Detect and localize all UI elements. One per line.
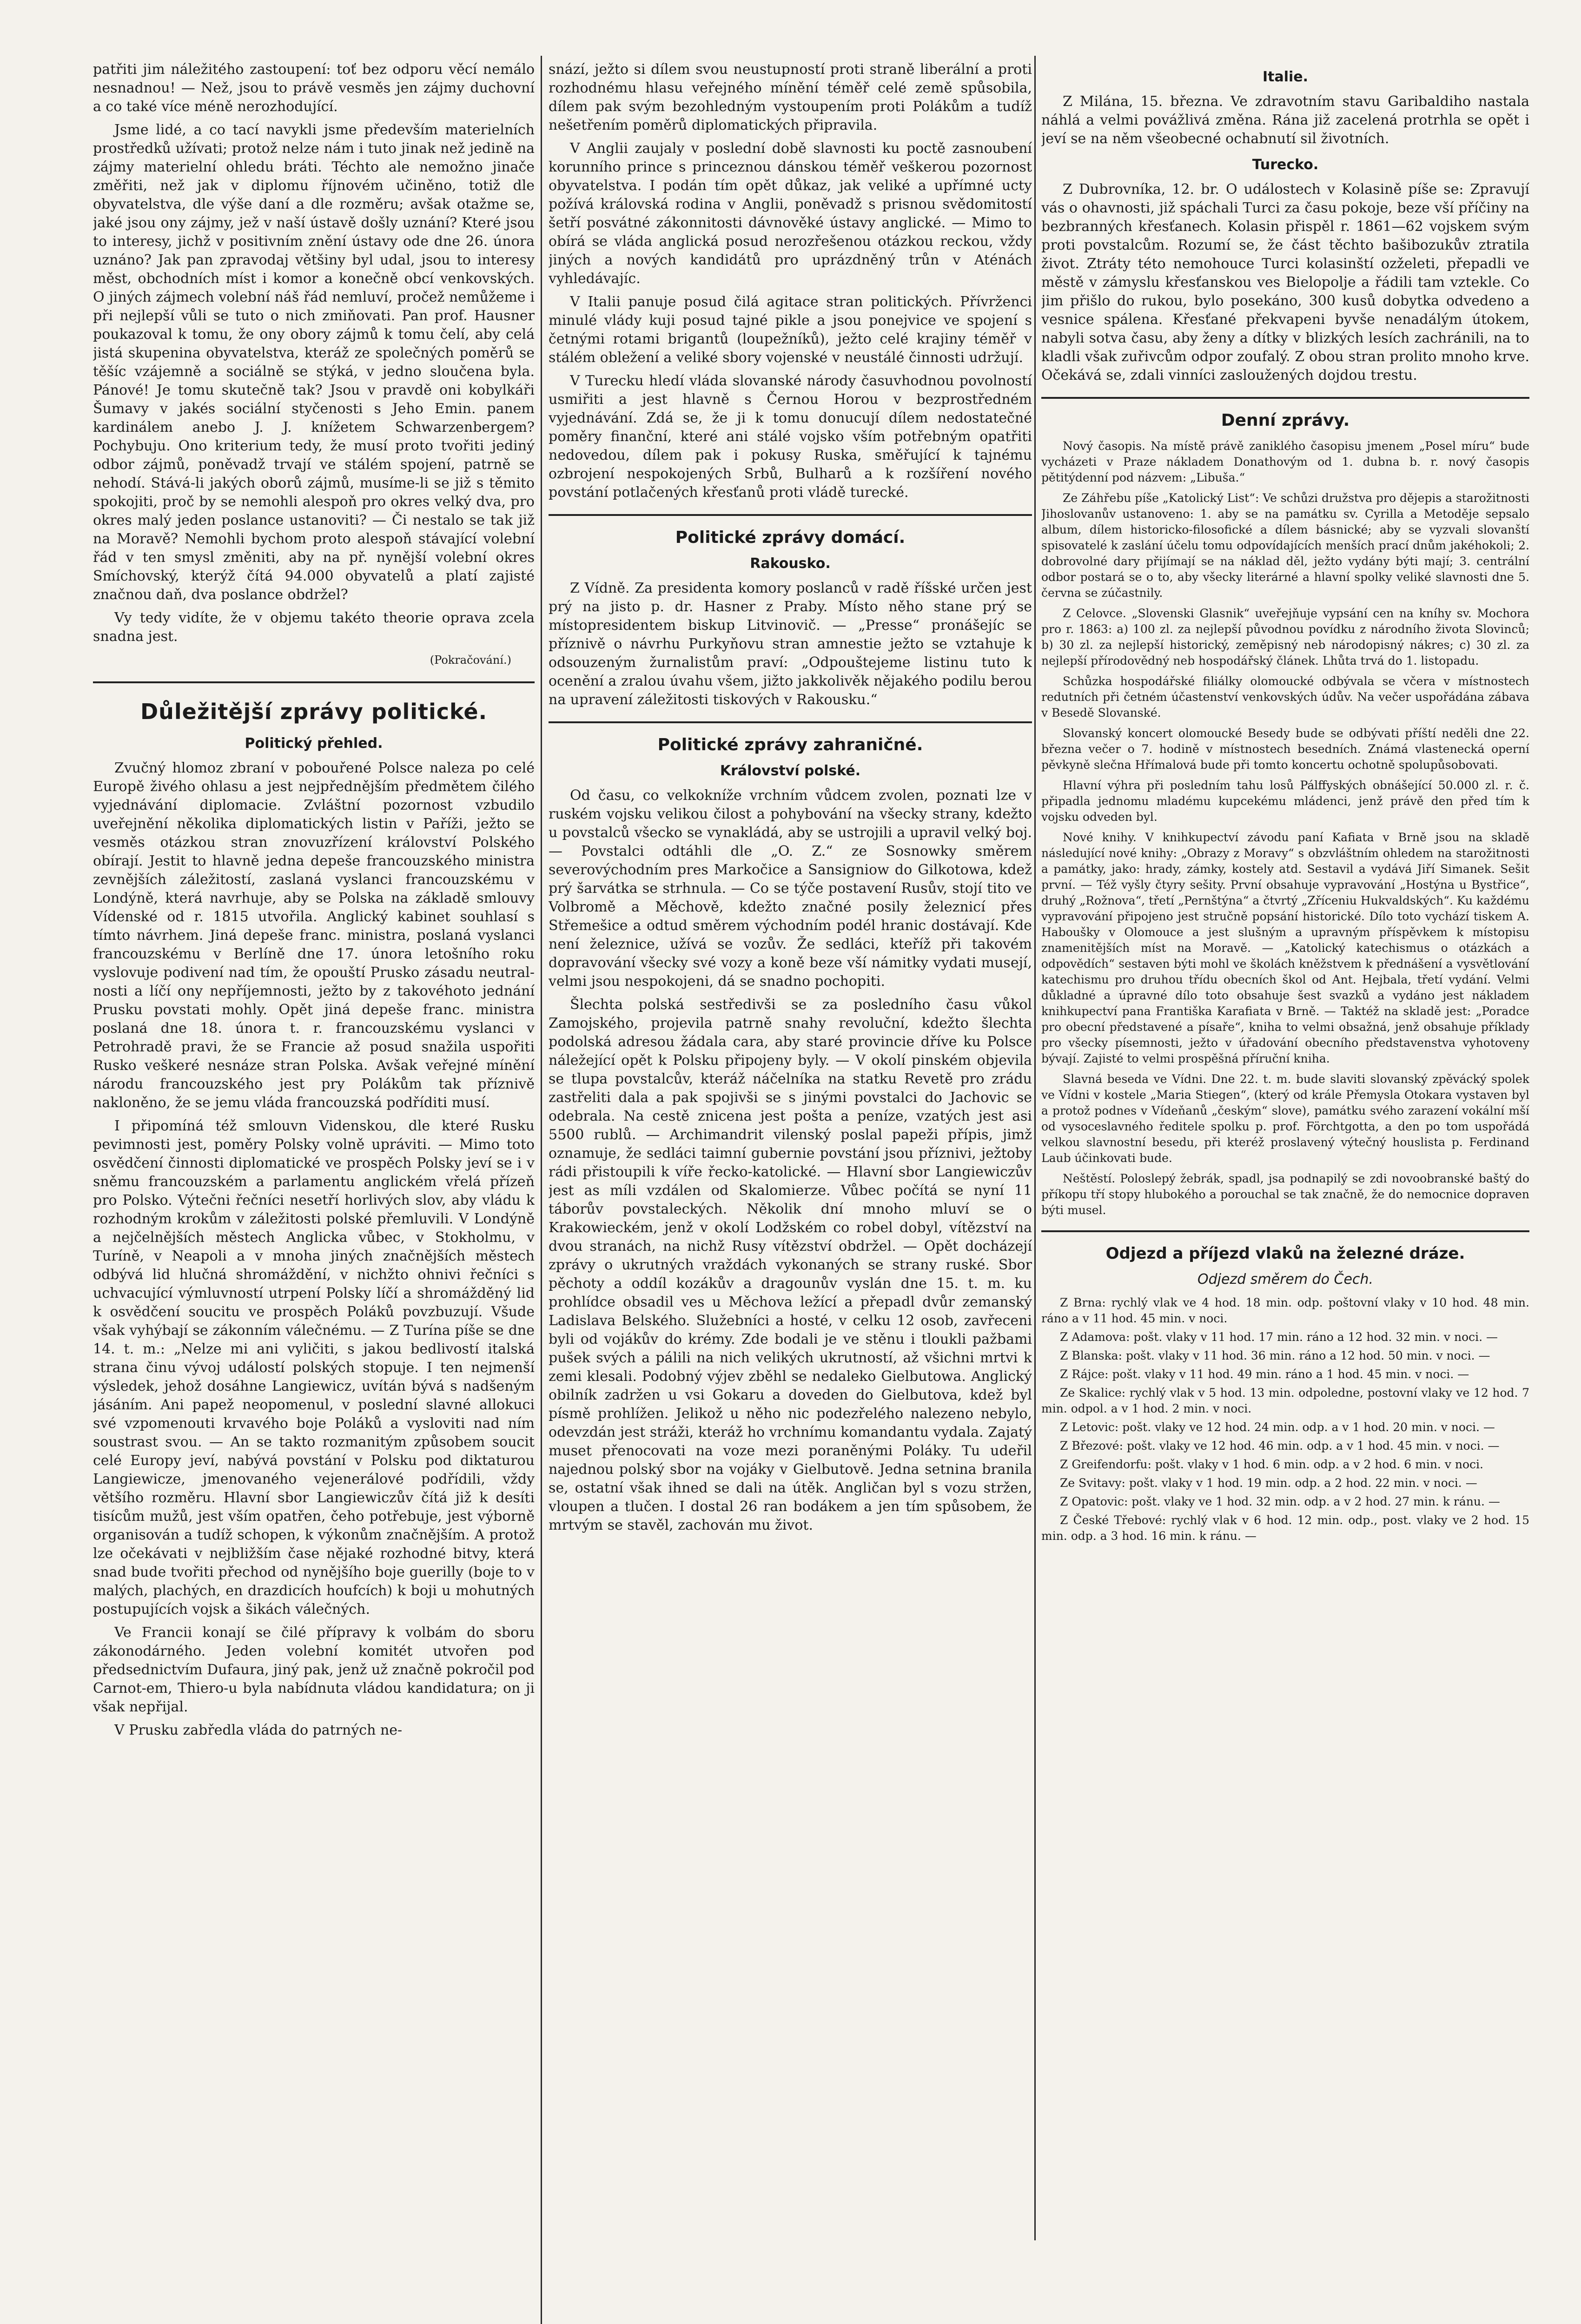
daily-news-item: Slavná beseda ve Vídni. Dne 22. t. m. bude slaviti slovanský zpěvácký spolek ve Vídni v kostele „Maria Stiegen“, (který od krále Přemysla Otokara vystaven byl a protož podnes v Vídeňanů „českým“ slove), památku svého zarazení vokální mší od vysoceslavného ředitele spolku p. prof. Förchtgotta, a den po tom uspořádá velkou slavnostní besedu, při kteréž proslavený výtečný houslista p. Ferdinand Laub účinkovati bude. bbox=[1041, 1072, 1529, 1165]
section-divider bbox=[1041, 1230, 1529, 1232]
train-line: Z Adamova: pošt. vlaky v 11 hod. 17 min. ráno a 12 hod. 32 min. v noci. — bbox=[1060, 1330, 1498, 1344]
section-title: Důležitější zprávy politické. bbox=[140, 699, 488, 724]
column-2 bbox=[549, 60, 1032, 2324]
train-line: Z České Třebové: rychlý vlak v 6 hod. 12 min. odp., post. vlaky ve 2 hod. 15 min. odp. a 3 hod. 16 min. k ránu. — bbox=[1041, 1513, 1529, 1543]
train-line: Ze Skalice: rychlý vlak v 5 hod. 13 min. odpoledne, postovní vlaky ve 12 hod. 7 min. odpol. a v 1 hod. 2 min. v noci. bbox=[1041, 1386, 1529, 1415]
daily-news-item: Nové knihy. V knihkupectví závodu paní Kafiata v Brně jsou na skladě následující nové knihy: „Obrazy z Moravy“ s obzvláštním ohledem na starožitnosti a památky, jako: hrady, zámky, kostely atd. Sestavil a vydává Jiří Simanek. Sešit první. — Též vyšly čtyry sešity. První obsahuje vypravování „Hostýna u Bystřice“, druhý „Rožnova“, třetí „Pernštýna“ a čtvrtý „Zříceniu Hukvaldských“. Ku každému vypravování připojeno jest stručně popsání historické. Dílo toto vychází tiskem A. Haboušky v Olomouce a jest slušným a upravným příspěvkem k místopisu znamenitějších míst na Moravě. — „Katolický katechismus o otázkách a odpovědích“ sestaven býti mohl ve školách kněžstvem k přednášení a vysvětlování katechismu pro druhou třídu obecních škol od Ant. Hejbala, třetí vydání. Velmi důkladné a úpravné dílo toto obsahuje šest svazků a vydáno jest nákladem knihkupectví pana Františka Karafiata v Brně. — Taktéž na skladě jest: „Poradce pro obecní představené a písaře“, kniha to velmi obsažná, jenž obsahuje příklady pro všecky písemnosti, ježto v úřadování obecního představenstva vyhotoveny bývají. Zajisté to velmi prospěšná příruční kniha. bbox=[1041, 831, 1529, 1065]
daily-news-title: Denní zprávy. bbox=[1221, 411, 1350, 430]
foreign-news-title: Politické zprávy zahraničné. bbox=[657, 735, 923, 754]
column-1 bbox=[93, 60, 535, 2324]
body-paragraph: I připomíná též smlouvn Videnskou, dle které Rusku pevimnosti jest, poměry Polsky volně upráviti. — Mimo toto osvědčení činnosti diplomatické ve prospěch Polsky jeví se i v sněmu francouzském a parlamentu anglickém vřelá přízeň pro Polsko. Výtečni řečníci nesetří horlivých slov, aby vládu k rozhodným krokům v záležitosti polské přemluvili. V Londýně a nejčelnějších městech Anglicka vůbec, v Stokholmu, v Turíně, v Neapoli a v mnoha jiných značnějších městech odbývá lid hlučná shromáždění, v nichžto ohnivi řečníci s uchvacující výmluvností utrpení Polsky líčí a shromážděný lid k osvědčení soucitu ve prospěch Poláků povzbuzují. Všude však vyhýbají se zákonním válečnému. — Z Turína píše se dne 14. t. m.: „Nelze mi ani vyličiti, s jakou bedlivostí italská strana činu vývoj událostí polských stopuje. I ten nejmenší výsledek, jehož dosáhne Langiewicz, uvítán bývá s nadšeným jásáním. Ani papež neopomenul, v poslední slavné allokuci své vzpomenouti krvavého boje Poláků a vysloviti nad ním soustrast svou. — An se takto rozmanitým způsobem soucit celé Europy jeví, nabývá povstání v Polsku pod diktaturou Langiewicze, jmenovaného vejenerálové podřídili, vždy většího rozměru. Hlavní sbor Langiewiczův čítá již k desíti tisícům mužů, jest vším opatřen, čeho potřebuje, jest výborně organisován a tudíž schopen, k výkonům značnějším. A protož lze očekávati v nejbližším čase nějaké rozhodné bitvy, která snad bude tvořiti přechod od nynějšího boje guerilly (boje to v malých, plachých, en drazdicích houfcích) k boji u mohutných postupujících vojsk a šikách válečných. bbox=[93, 1118, 535, 1618]
train-line: Ze Svitavy: pošt. vlaky v 1 hod. 19 min. odp. a 2 hod. 22 min. v noci. — bbox=[1060, 1476, 1477, 1490]
train-line: Z Rájce: pošt. vlaky v 11 hod. 49 min. ráno a 1 hod. 45 min. v noci. — bbox=[1060, 1367, 1469, 1381]
daily-news-item: Hlavní výhra při posledním tahu losů Pálffyských obnášející 50.000 zl. r. č. připadla jednomu mladému kupcekému mládenci, jenž právě den před tím k vojsku odveden byl. bbox=[1041, 779, 1529, 824]
train-schedule-list bbox=[1041, 1295, 1529, 1544]
body-paragraph: Ve Francii konají se čilé přípravy k volbám do sboru zákonodárného. Jeden volební komitét utvořen pod předsednictvím Dufaura, jiný pak, jenž už značně pokročil pod Carnot-em, Thiero-u byla nabídnuta vládou kandidatura; on ji však nepřijal. bbox=[93, 1624, 535, 1715]
body-paragraph: V Italii panuje posud čilá agitace stran politických. Přívrženci minulé vlády kuji posud tajné pikle a jsou ponejvice ve spojení s četnými rotami brigantů (loupežníků), ježto celé krajiny téměř v stálém obležení a veliké sbory vojenské v neustálé činnosti udržují. bbox=[549, 294, 1032, 366]
daily-news-item: Nový časopis. Na místě právě zaniklého časopisu jmenem „Posel míru“ bude vycházeti v Praze nákladem Donathovým od 1. dubna b. r. nový časopis pětitýdenní pod názvem: „Libuša.“ bbox=[1041, 439, 1529, 484]
section-divider bbox=[549, 514, 1032, 516]
turkey-title: Turecko. bbox=[1252, 157, 1319, 173]
train-line: Z Letovic: pošt. vlaky ve 12 hod. 24 min. odp. a v 1 hod. 20 min. v noci. — bbox=[1060, 1420, 1495, 1434]
vienna-paragraph: Z Vídně. Za presidenta komory poslanců v radě říšské určen jest prý na jisto p. dr. Hasner z Praby. Místo něho stane prý se místopresidentem biskup Litvinovič. — „Presse“ pronášejíc se příznivě o návrhu Purkyňovu stran amnestie ježto se vztahuje k odsouzeným žurnalistům praví: „Odpouštejeme listinu tuto k ocenění a zralou úvahu všem, jižto jakkolivěk nějakého podilu berou na upravení záležitosti tiskových v Rakousku.“ bbox=[549, 580, 1032, 708]
body-paragraph: V Anglii zaujaly v poslední době slavnosti ku poctě zasnoubení korunního prince s princeznou dánskou téměř veškerou pozornost obyvatelstva. I podán tím opět důkaz, jak veliké a upřímné ucty požívá královská rodina v Anglii, poněvadž s prisnou svědomitostí šetří posvátné zákonnitosti dávnověké ústavy anglické. — Mimo to obírá se vláda anglická posud nerozřešenou otázkou reckou, vždy jiných a nových kandidátů pro uprázdněný trůn v Aténách vyhledávajíc. bbox=[549, 140, 1032, 287]
column-3 bbox=[1041, 60, 1529, 2245]
section-divider bbox=[549, 721, 1032, 723]
section-divider bbox=[93, 681, 535, 683]
austria-title: Rakousko. bbox=[750, 555, 831, 572]
milan-paragraph: Z Milána, 15. března. Ve zdravotním stavu Garibaldiho nastala náhlá a velmi povážlivá změna. Rána již zacelená protrhla se opět i jeví se na něm všeobecné ochabnutí sil životních. bbox=[1041, 93, 1529, 147]
section-divider bbox=[1041, 397, 1529, 399]
daily-news-item: Neštěstí. Poloslepý žebrák, spadl, jsa podnapilý se zdi novoobranské baštý do příkopu tří stopy hlubokého a porouchal se tak značně, že do nemocnice dopraven býti musel. bbox=[1041, 1172, 1529, 1217]
train-line: Z Greifendorfu: pošt. vlaky v 1 hod. 6 min. odp. a v 2 hod. 6 min. v noci. bbox=[1060, 1458, 1483, 1471]
daily-news-item: Schůzka hospodářské filiálky olomoucké odbývala se včera v místnostech redutních při četném účastenství venkovských údův. Na večer uspořádána zábava v Besedě Slovanské. bbox=[1041, 674, 1529, 720]
column-rule-left bbox=[541, 56, 542, 2324]
daily-news-list bbox=[1041, 438, 1529, 1218]
poland-title: Království polské. bbox=[720, 763, 861, 779]
continued-note: (Pokračování.) bbox=[430, 654, 511, 667]
train-line: Z Opatovic: pošt. vlaky ve 1 hod. 32 min. odp. a v 2 hod. 27 min. k ránu. — bbox=[1060, 1495, 1500, 1508]
train-direction-subtitle: Odjezd směrem do Čech. bbox=[1197, 1271, 1374, 1287]
body-paragraph: Od času, co velkokníže vrchním vůdcem zvolen, poznati lze v ruském vojsku velikou čilost a pohybování na všecky strany, kdežto u povstalců všecko se vynakládá, aby se ustrojili a upravil velký boj. — Povstalci odtáhli dle „O. Z.“ ze Sosnowky směrem severovýchodním pres Markočice a Sansigniow do Gilkotowa, kdež prý šarvátka se strhnula. — Co se týče postavení Rusův, stojí tito ve Volbromě a Měchově, kdežto značné posily železnicí přes Střemešice a odtud směrem východním podél hranic dostávají. Kde není železnice, užívá se vozův. Že sedláci, kteříž při takovém dopravování všecky své vozy a koně beze vší námitky vydati musejí, velmi jsou nespokojeni, dá se snadno pochopiti. bbox=[549, 787, 1032, 990]
body-paragraph: snází, ježto si dílem svou neustupností proti straně liberální a proti rozhodnému hlasu veřejného mínění téměř celé země spůsobila, dílem pak svým bezohledným vystoupením proti Polákům a tudíž nešetřením poměrů diplomatických připravila. bbox=[549, 61, 1032, 133]
train-line: Z Březové: pošt. vlaky ve 12 hod. 46 min. odp. a v 1 hod. 45 min. v noci. — bbox=[1060, 1439, 1500, 1452]
body-paragraph: V Turecku hledí vláda slovanské národy časuvhodnou povolností usmiřiti a jest hlavně s Černou Horou v bezprostředném vyjednávání. Zdá se, že ji k tomu donucují dílem nedostatečné poměry finanční, které ani stálé vojsko vším potřebným opatřiti nedovedou, dílem pak i pokusy Ruska, směřující k tajnému ozbrojení nespokojených Srbů, Bulharů a k rozšíření nového povstání potlačených křesťanů proti vládě turecké. bbox=[549, 373, 1032, 501]
train-line: Z Brna: rychlý vlak ve 4 hod. 18 min. odp. poštovní vlaky v 10 hod. 48 min. ráno a v 11 hod. 45 min. v noci. bbox=[1041, 1296, 1529, 1325]
body-paragraph: Vy tedy vidíte, že v objemu takéto theorie oprava zcela snadna jest. bbox=[93, 610, 535, 645]
body-paragraph: Šlechta polská sestředivši se za posledního času vůkol Zamojského, projevila patrně snahy revoluční, kdežto šlechta podolská adresou žádala cara, aby staré provincie dříve ku Polsce náležející opět k Polsku připojeny byly. — V okolí pinském objevila se tlupa povstalcův, kteráž náčelníka na statku Revetě pro zrádu zastřeliti dala a pak spojivši se s jinými povstalci do Jachovic se odebrala. Na cestě znicena jest pošta a peníze, vzatých jest asi 5500 rublů. — Archimandrit vilenský poslal papeži přípis, jimž oznamuje, že sedláci taimní gubernie povstání jsou příznivi, ježtoby rádi přistoupili k víře řecko-katolické. — Hlavní sbor Langiewiczův jest as míli vzdálen od Skalomierze. Vůbec počítá se nyní 11 táborův povstaleckých. Několik dní mnoho mluví se o Krakowieckém, jenž v okolí Lodžském co robel dobyl, vítězství na dvou stranách, na nichž Rusy vítězství obdržel. — Opět docházejí zprávy o ukrutných vraždách vykonaných se strany ruské. Sbor pěchoty a oddíl kozákův a dragounův vyslán dne 15. t. m. ku prohlídce obsadil ves u Měchova ležící a přepadl dvůr zemanský Ladislava Belského. Služebníci a hosté, v celku 12 osob, zavřeceni byli od vojákův do krémy. Zde bodali je ve stěnu i tloukli pažbami pušek svých a pálili na nich velikých ukrutností, až všichni mrtvi k zemi klesali. Podobný výjev zběhl se nedaleko Gielbutowa. Anglický obilník zadržen u vsi Gokaru a doveden do Gielbutova, kdež byl písmě prohlížen. Jelikož u něho nic podezřelého nalezeno nebylo, odevzdán jest stráži, kteráž ho vrchnímu komandantu vydala. Zajatý muset přenocovati na voze mezi poraněnými Poláky. Tu udeřil najednou polský sbor na vojáky v Gielbutově. Jedna setnina branila se, ostatní však ihned se dali na útěk. Angličan byl s vozu stržen, vloupen a tlučen. I dostal 26 ran bodákem a jen tím spůsobem, že mrtvým se stavěl, zachován mu život. bbox=[549, 997, 1032, 1533]
body-paragraph: Jsme lidé, a co tací navykli jsme především materielních prostředků užívati; protož nelze nám i tuto jinak než jedině na zájmy materielní ohledu bráti. Téchto ale nemožno jinače změřiti, než jak v diplomu říjnovém učiněno, totiž dle obyvatelstva, dle výše daní a dle rozměru; avšak otažme se, jaké jsou ony zájmy, jež v naší ústavě došly uznání? Které jsou to interesy, jichž v positivním znění ústavy ode dne 26. února uznáno? Jak pan zpravodaj většiny byl udal, jsou to interesy měst, obchodních míst i komor a konečně obcí venkovských. O jiných zájmech volební náš řád nemluví, pročež nemůžeme i při nejlepší vůli se tuto o nich zmiňovati. Pan prof. Hausner poukazoval k tomu, že ony obory zájmů k tomu čelí, aby celá jistá skupenina obyvatelstva, kteráž ze společných poměrů se těšíc vzájemně a sociálně se stýká, v jedno sloučena byla. Pánové! Je tomu skutečně tak? Jsou v pravdě oni kobylkáři Šumavy v jakés sociální styčenosti s Jeho Emin. panem kardinálem anebo J. J. knížetem Schwarzenbergem? Pochybuju. Ono kriterium tedy, že musí proto tvořiti jediný odbor zájmů, poněvadž trvají ve stálém spojení, patrně se nehodí. Stává-li jakých oborů zájmů, musíme-li se již s těmito spokojiti, proč by se nemohli alespoň pro okres velký dva, pro okres malý jeden poslance ustanoviti? — Či nestalo se tak již na Moravě? Nemohli bychom proto alespoň stávající volební řád v ten smysl změniti, aby na př. nynější volební okres Smíchovský, kterýž čítá 94.000 obyvatelů a platí zajisté značnou daň, dva poslance obdržel? bbox=[93, 122, 535, 603]
daily-news-item: Ze Záhřebu píše „Katolický List“: Ve schůzi družstva pro dějepis a starožitnosti Jihoslovanův ustanoveno: 1. aby se na památku sv. Cyrilla a Metoděje sepsalo album, dílem historicko-filosofické a dílem básnické; aby se vyzvali slovanští spisovatelé k zaslání účelu tomu odpovídajících menších prací dnům jakéhokoli; 2. dobrovolné dary přijímají se na náklad děl, ježto vydány býti mají; 3. centrální odbor postará se o to, aby všecky literárné a hlavní spolky veliké slavnosti dne 5. června se zúčastnily. bbox=[1041, 491, 1529, 600]
italy-title: Italie. bbox=[1262, 69, 1309, 85]
daily-news-item: Slovanský koncert olomoucké Besedy bude se odbývati příští neděli dne 22. března večer o 7. hodině v místnostech besedních. Známá vlastenecká operní pěvkyně slečna Hřímalová bude při tomto koncertu ochotně spolupůsobovati. bbox=[1041, 726, 1529, 772]
train-schedule-title: Odjezd a příjezd vlaků na železné dráze. bbox=[1105, 1244, 1465, 1263]
subsection-title: Politický přehled. bbox=[245, 735, 383, 752]
domestic-news-title: Politické zprávy domácí. bbox=[675, 528, 906, 547]
body-paragraph: Zvučný hlomoz zbraní v pobouřené Polsce naleza po celé Europě živého ohlasu a jest nejpřednějším předmětem čilého vyjednávání diplomacie. Zvláštní pozornost vzbudilo uveřejnění několika diplomatických listin v Paříži, ježto se vesměs otázkou stran znovuzřízení království Polského obírají. Jestit to hlavně jedna depeše francouzského ministra zevnějších záležitostí, zaslaná vyslanci francouzskému v Londýně, která navrhuje, aby se Polska na základě smlouvy Vídenské od r. 1815 utvořila. Anglický kabinet souhlasí s tímto návrhem. Jiná depeše franc. ministra, poslaná vyslanci francouzskému v Berlíně dne 17. února letošního roku vyslovuje podivení nad tím, že opouští Prusko zásadu neutralnosti a líčí ony nepříjemnosti, ježto by z takovéhoto jednání Prusku povstati mohly. Opět jiná depeše franc. ministra poslaná dne 18. února t. r. francouzskému vyslanci v Petrohradě pravi, že se Francie až posud snažila uspořiti Rusko veškeré nesnáze stran Polska. Avšak veřejné mínění národu francouzského jest pry Polákům tak příznivě nakloněno, že se jemu vláda francouzská podříditi musí. bbox=[93, 760, 535, 1111]
column-rule-right bbox=[1034, 56, 1036, 2240]
daily-news-item: Z Celovce. „Slovenski Glasnik“ uveřejňuje vypsání cen na kníhy sv. Mochora pro r. 1863: a) 100 zl. za nejlepší původnou povídku z národního života Slovinců; b) 30 zl. za nejlepší historický, zeměpisný neb národopisný nákres; c) 30 zl. za nejlepší přírodovědný neb hospodářský článek. Lhůta trvá do 1. listopadu. bbox=[1041, 607, 1529, 667]
dubrovnik-paragraph: Z Dubrovníka, 12. br. O událostech v Kolasině píše se: Zpravují vás o ohavnosti, již spáchali Turci za času pokoje, beze vší příčiny na bezbranných křesťanech. Kolasin přispěl r. 1861—62 vojskem svým proti povstalcům. Rozumí se, že část těchto bašibozukův ztratila život. Ztráty této nemohouce Turci kolasinští ozželeti, přepadli ve městě v zámyslu křesťanskou ves Bielopolje a řádili tam vztekle. Co jim přišlo do rukou, bylo posekáno, 300 kusů dobytka odvedeno a vesnice spálena. Křesťané překvapeni byvše nenadálým útokem, nabyli sotva času, aby ženy a dítky v blizkých lesích zachránili, na to kladli však zuřivcům odpor zoufalý. Z obou stran prolito mnoho krve. Očekává se, zdali vinníci zasloužených dojdou trestu. bbox=[1041, 181, 1529, 383]
intro-paragraph: patřiti jim náležitého zastoupení: toť bez odporu věcí nemálo nesnadnou! — Než, jsou to právě vesměs jen zájmy duchovní a co také více méně nerozhodující. bbox=[93, 61, 535, 115]
train-line: Z Blanska: pošt. vlaky v 11 hod. 36 min. ráno a 12 hod. 50 min. v noci. — bbox=[1060, 1349, 1490, 1362]
body-paragraph: V Prusku zabředla vláda do patrných ne- bbox=[114, 1722, 403, 1738]
